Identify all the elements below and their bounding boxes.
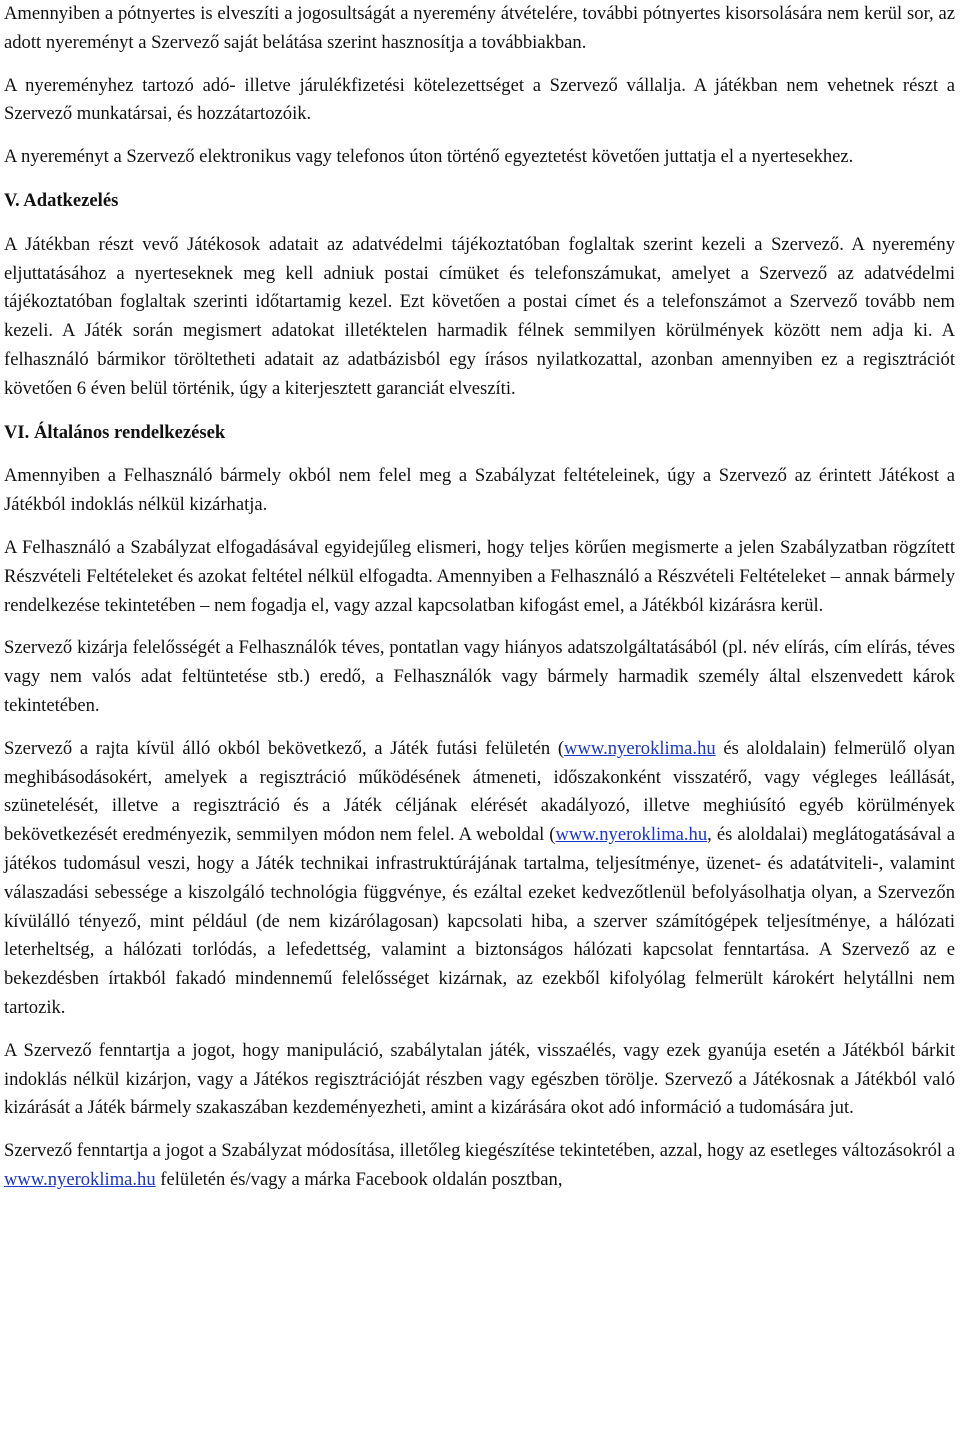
text-segment: és aloldalain) felmerülő olyan meghibásodásokért, amelyek a regisztráció működésének átmeneti, időszakonként visszatérő, vagy végleges leállását, szünetelését, illetve a regisztráció és a Játék céljának elérését akadályozó, illetve meghiúsító egyéb körülmények bekövetkezését eredményezik, semmilyen módon nem felel. A weboldal ( [4,737,955,846]
text-segment: Szervező a rajta kívül álló okból bekövetkező, a Játék futási felületén ( [4,737,565,759]
paragraph-substitute-winner: Amennyiben a pótnyertes is elveszíti a jogosultságát a nyeremény átvételére, további pótnyertes kisorsolására nem kerül sor, az adott nyereményt a Szervező saját belátása szerint hasznosítja a továbbiakban. [4,3,955,53]
paragraph-prize-delivery: A nyereményt a Szervező elektronikus vagy telefonos úton történő egyeztetést követően juttatja el a nyertesekhez. [4,146,854,168]
paragraph-modification [4,1137,955,1195]
paragraph-manipulation: A Szervező fenntartja a jogot, hogy manipuláció, szabálytalan játék, visszaélés, vagy ezek gyanúja esetén a Játékból bárkit indoklás nélkül kizárjon, vagy a Játékos regisztrációját részben vagy egészben törölje. Szervező a Játékosnak a Játékból való kizárását a Játék bármely szakaszában kezdeményezheti, amint a kizárására okot adó információ a tudomására jut. [4,1039,955,1119]
section-heading-general-provisions: VI. Általános rendelkezések [4,421,226,443]
paragraph-liability-data: Szervező kizárja felelősségét a Felhasználók téves, pontatlan vagy hiányos adatszolgáltatásából (pl. név elírás, cím elírás, téves vagy nem valós adat feltüntetése stb.) eredő, a Felhasználók vagy bármely harmadik személy által elszenvedett károk tekintetében. [4,637,955,716]
website-link[interactable]: www.nyeroklima.hu [564,737,716,759]
section-heading-data-handling: V. Adatkezelés [4,189,119,211]
paragraph-exclusion: Amennyiben a Felhasználó bármely okból nem felel meg a Szabályzat feltételeinek, úgy a Szervező az érintett Játékost a Játékból indoklás nélkül kizárhatja. [4,465,955,516]
paragraph-data-handling: A Játékban részt vevő Játékosok adatait az adatvédelmi tájékoztatóban foglaltak szerint kezeli a Szervező. A nyeremény eljuttatásához a nyerteseknek meg kell adniuk postai címüket és telefonszámukat, amelyet a Szervező az adatvédelmi tájékoztatóban foglaltak szerinti időtartamig kezel. Ezt követően a postai címet és a telefonszámot a Szervező tovább nem kezeli. A Játék során megismert adatokat illetéktelen harmadik félnek semmilyen körülmények között nem adja ki. A felhasználó bármikor töröltetheti adatait az adatbázisból egy írásos nyilatkozattal, azonban amennyiben ez a regisztrációt követően 6 éven belül történik, úgy a kiterjesztett garanciát elveszíti. [4,233,955,399]
paragraph-tax: A nyereményhez tartozó adó- illetve járulékfizetési kötelezettséget a Szervező vállalja. A játékban nem vehetnek részt a Szervező munkatársai, és hozzátartozóik. [4,74,955,125]
document-page [4,0,955,1195]
text-segment: , és aloldalai) meglátogatásával a játékos tudomásul veszi, hogy a Játék technikai infrastruktúrájának tartalma, teljesítménye, üzenet- és adatátviteli-, valamint válaszadási sebessége a kiszolgáló technológia függvénye, és ezáltal ezeket kedvezőtlenül befolyásolhatja olyan, a Szervezőn kívülálló tényező, mint például (de nem kizárólagosan) kapcsolati hiba, a szerver számítógépek teljesítménye, a hálózati leterheltség, a hálózati torlódás, a lefedettség, valamint a biztonságos hálózati kapcsolat fenntartása. A Szervező az e bekezdésben írtakból fakadó mindennemű felelősséget kizárnak, az ezekből kifolyólag felmerült károkért helytállni nem tartozik. [4,824,955,1018]
paragraph-acceptance: A Felhasználó a Szabályzat elfogadásával egyidejűleg elismeri, hogy teljes körűen megismerte a jelen Szabályzatban rögzített Részvételi Feltételeket és azokat feltétel nélkül elfogadta. Amennyiben a Felhasználó a Részvételi Feltételeket – annak bármely rendelkezése tekintetében – nem fogadja el, vagy azzal kapcsolatban kifogást emel, a Játékból kizárásra kerül. [4,536,955,616]
text-segment: felületén és/vagy a márka Facebook oldalán posztban, [155,1168,563,1190]
website-link[interactable]: www.nyeroklima.hu [4,1168,156,1190]
website-link[interactable]: www.nyeroklima.hu [555,824,708,846]
text-segment: Szervező fenntartja a jogot a Szabályzat módosítása, illetőleg kiegészítése tekintetében, azzal, hogy az esetleges változásokról a [4,1140,955,1162]
paragraph-liability-technical [4,735,955,1023]
